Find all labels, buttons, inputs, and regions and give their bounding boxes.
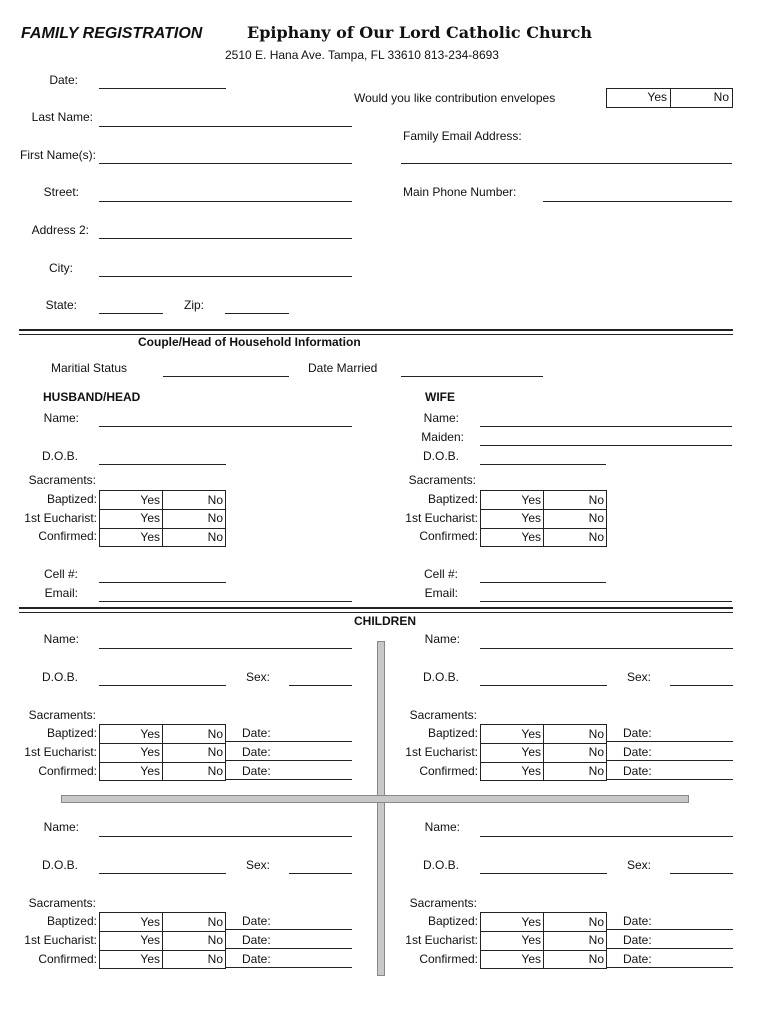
yes-cell[interactable]: Yes [140, 915, 160, 929]
no-cell[interactable]: No [588, 933, 604, 947]
no-cell[interactable]: No [207, 530, 223, 544]
child-1-sacrament-date-field[interactable] [226, 760, 352, 761]
child-3-sex-field[interactable] [289, 873, 352, 874]
no-cell[interactable]: No [588, 493, 604, 507]
child-1-sacrament-date-label: Date: [242, 764, 271, 778]
yes-cell[interactable]: Yes [140, 933, 160, 947]
wife-dob-field[interactable] [480, 464, 606, 465]
child-3-sex-label: Sex: [246, 858, 271, 872]
yes-cell[interactable]: Yes [521, 493, 541, 507]
envelopes-yes[interactable]: Yes [647, 90, 667, 104]
child-1-sex-field[interactable] [289, 685, 352, 686]
address2-field[interactable] [99, 238, 352, 239]
child-1-sacrament-date-field[interactable] [226, 741, 352, 742]
husband-dob-label: D.O.B. [41, 449, 78, 463]
child-1-sacraments-grid[interactable] [99, 724, 226, 781]
wife-email-field[interactable] [480, 601, 732, 602]
yes-cell[interactable]: Yes [521, 511, 541, 525]
marital-status-field[interactable] [163, 376, 289, 377]
yes-cell[interactable]: Yes [521, 952, 541, 966]
child-2-sacrament-date-label: Date: [623, 745, 652, 759]
child-1-sacrament-date-field[interactable] [226, 779, 352, 780]
child-4-baptized-label: Baptized: [427, 914, 478, 928]
no-cell[interactable]: No [588, 915, 604, 929]
child-2-dob-label: D.O.B. [422, 670, 459, 684]
husband-heading: HUSBAND/HEAD [43, 390, 141, 404]
husband-cell-field[interactable] [99, 582, 226, 583]
husband-confirmed-label: Confirmed: [38, 529, 97, 543]
yes-cell[interactable]: Yes [521, 915, 541, 929]
wife-baptized-label: Baptized: [427, 492, 478, 506]
no-cell[interactable]: No [207, 933, 223, 947]
child-3-sacrament-date-field[interactable] [226, 929, 352, 930]
child-4-sacrament-date-label: Date: [623, 914, 652, 928]
no-cell[interactable]: No [588, 952, 604, 966]
child-4-sacrament-date-field[interactable] [607, 948, 733, 949]
child-1-confirmed-label: Confirmed: [38, 764, 97, 778]
husband-sacraments-grid[interactable] [99, 490, 226, 547]
child-2-eucharist-label: 1st Eucharist: [405, 745, 478, 759]
wife-cell-label: Cell #: [423, 567, 458, 581]
wife-sacraments-grid[interactable] [480, 490, 607, 547]
child-1-name-label: Name: [43, 632, 79, 646]
wife-dob-label: D.O.B. [422, 449, 459, 463]
yes-cell[interactable]: Yes [521, 745, 541, 759]
wife-name-field[interactable] [480, 426, 732, 427]
no-cell[interactable]: No [207, 727, 223, 741]
children-horizontal-divider [61, 795, 689, 803]
no-cell[interactable]: No [207, 764, 223, 778]
child-3-dob-label: D.O.B. [41, 858, 78, 872]
child-3-sacrament-date-field[interactable] [226, 948, 352, 949]
wife-heading: WIFE [425, 390, 455, 404]
envelopes-no[interactable]: No [713, 90, 729, 104]
wife-maiden-field[interactable] [480, 445, 732, 446]
child-3-eucharist-label: 1st Eucharist: [24, 933, 97, 947]
child-3-dob-field[interactable] [99, 873, 226, 874]
child-2-sacrament-date-label: Date: [623, 764, 652, 778]
wife-sacraments-label: Sacraments: [408, 473, 476, 487]
child-1-eucharist-label: 1st Eucharist: [24, 745, 97, 759]
yes-cell[interactable]: Yes [140, 952, 160, 966]
envelopes-choice[interactable] [606, 88, 733, 108]
yes-cell[interactable]: Yes [521, 530, 541, 544]
child-1-name-field[interactable] [99, 648, 352, 649]
no-cell[interactable]: No [207, 511, 223, 525]
first-names-label: First Name(s): [20, 148, 96, 162]
wife-eucharist-label: 1st Eucharist: [405, 511, 478, 525]
child-2-sacrament-date-field[interactable] [607, 741, 733, 742]
child-2-confirmed-label: Confirmed: [419, 764, 478, 778]
no-cell[interactable]: No [588, 764, 604, 778]
yes-cell[interactable]: Yes [521, 764, 541, 778]
wife-confirmed-label: Confirmed: [419, 529, 478, 543]
email-field[interactable] [401, 163, 732, 164]
child-3-name-field[interactable] [99, 836, 352, 837]
child-4-name-field[interactable] [480, 836, 733, 837]
city-field[interactable] [99, 276, 352, 277]
child-4-confirmed-label: Confirmed: [419, 952, 478, 966]
child-4-sacrament-date-field[interactable] [607, 967, 733, 968]
husband-email-label: Email: [44, 586, 78, 600]
children-vertical-divider [377, 641, 385, 976]
wife-email-label: Email: [424, 586, 458, 600]
date-label: Date: [49, 73, 78, 87]
child-1-sex-label: Sex: [246, 670, 271, 684]
wife-maiden-label: Maiden: [421, 430, 464, 444]
yes-cell[interactable]: Yes [140, 764, 160, 778]
child-2-sacraments-grid[interactable] [480, 724, 607, 781]
husband-dob-field[interactable] [99, 464, 226, 465]
no-cell[interactable]: No [588, 727, 604, 741]
church-address: 2510 E. Hana Ave. Tampa, FL 33610 813-234-8693 [225, 48, 499, 62]
date-married-label: Date Married [308, 361, 378, 375]
yes-cell[interactable]: Yes [521, 727, 541, 741]
child-2-dob-field[interactable] [480, 685, 607, 686]
phone-label: Main Phone Number: [403, 185, 517, 199]
street-label: Street: [43, 185, 79, 199]
child-3-confirmed-label: Confirmed: [38, 952, 97, 966]
husband-name-field[interactable] [99, 426, 352, 427]
child-3-sacrament-date-label: Date: [242, 952, 271, 966]
yes-cell[interactable]: Yes [140, 511, 160, 525]
husband-baptized-label: Baptized: [46, 492, 97, 506]
zip-field[interactable] [225, 313, 289, 314]
child-1-dob-field[interactable] [99, 685, 226, 686]
child-3-name-label: Name: [43, 820, 79, 834]
children-divider [19, 607, 733, 613]
child-3-sacrament-date-label: Date: [242, 933, 271, 947]
child-2-sex-field[interactable] [670, 685, 733, 686]
wife-cell-field[interactable] [480, 582, 606, 583]
city-label: City: [49, 261, 73, 275]
state-field[interactable] [99, 313, 163, 314]
child-4-sacrament-date-label: Date: [623, 933, 652, 947]
child-2-sacrament-date-field[interactable] [607, 779, 733, 780]
child-4-sacraments-grid[interactable] [480, 912, 607, 969]
child-4-dob-label: D.O.B. [422, 858, 459, 872]
wife-name-label: Name: [423, 411, 459, 425]
child-2-sacrament-date-field[interactable] [607, 760, 733, 761]
section-divider [19, 329, 733, 335]
email-label: Family Email Address: [403, 129, 522, 143]
child-3-baptized-label: Baptized: [46, 914, 97, 928]
yes-cell[interactable]: Yes [140, 530, 160, 544]
child-4-sex-label: Sex: [627, 858, 652, 872]
form-title: FAMILY REGISTRATION [21, 25, 203, 42]
child-1-sacrament-date-label: Date: [242, 726, 271, 740]
address2-label: Address 2: [31, 223, 89, 237]
yes-cell[interactable]: Yes [140, 745, 160, 759]
child-2-sex-label: Sex: [627, 670, 652, 684]
child-1-sacraments-label: Sacraments: [28, 708, 96, 722]
last-name-field[interactable] [99, 126, 352, 127]
child-2-sacraments-label: Sacraments: [409, 708, 477, 722]
children-heading: CHILDREN [354, 614, 416, 628]
child-1-sacrament-date-label: Date: [242, 745, 271, 759]
last-name-label: Last Name: [31, 110, 93, 124]
child-2-sacrament-date-label: Date: [623, 726, 652, 740]
child-4-sex-field[interactable] [670, 873, 733, 874]
child-4-sacraments-label: Sacraments: [409, 896, 477, 910]
yes-cell[interactable]: Yes [140, 493, 160, 507]
envelopes-question: Would you like contribution envelopes [354, 91, 556, 105]
no-cell[interactable]: No [588, 530, 604, 544]
child-3-sacrament-date-field[interactable] [226, 967, 352, 968]
no-cell[interactable]: No [207, 952, 223, 966]
husband-name-label: Name: [43, 411, 79, 425]
marital-status-label: Maritial Status [51, 361, 128, 375]
zip-label: Zip: [184, 298, 205, 312]
child-4-sacrament-date-label: Date: [623, 952, 652, 966]
yes-cell[interactable]: Yes [521, 933, 541, 947]
date-married-field[interactable] [401, 376, 543, 377]
street-field[interactable] [99, 201, 352, 202]
no-cell[interactable]: No [207, 745, 223, 759]
child-2-name-label: Name: [424, 632, 460, 646]
child-2-baptized-label: Baptized: [427, 726, 478, 740]
child-3-sacraments-grid[interactable] [99, 912, 226, 969]
child-1-baptized-label: Baptized: [46, 726, 97, 740]
no-cell[interactable]: No [207, 493, 223, 507]
husband-email-field[interactable] [99, 601, 352, 602]
no-cell[interactable]: No [588, 511, 604, 525]
state-label: State: [45, 298, 77, 312]
husband-eucharist-label: 1st Eucharist: [24, 511, 97, 525]
first-names-field[interactable] [99, 163, 352, 164]
couple-heading: Couple/Head of Household Information [138, 335, 361, 349]
child-3-sacraments-label: Sacraments: [28, 896, 96, 910]
child-4-name-label: Name: [424, 820, 460, 834]
husband-cell-label: Cell #: [43, 567, 78, 581]
no-cell[interactable]: No [207, 915, 223, 929]
child-4-dob-field[interactable] [480, 873, 607, 874]
church-name: Epiphany of Our Lord Catholic Church [247, 23, 593, 42]
child-4-sacrament-date-field[interactable] [607, 929, 733, 930]
child-4-eucharist-label: 1st Eucharist: [405, 933, 478, 947]
husband-sacraments-label: Sacraments: [28, 473, 96, 487]
child-1-dob-label: D.O.B. [41, 670, 78, 684]
date-field[interactable] [99, 88, 226, 89]
child-3-sacrament-date-label: Date: [242, 914, 271, 928]
no-cell[interactable]: No [588, 745, 604, 759]
yes-cell[interactable]: Yes [140, 727, 160, 741]
phone-field[interactable] [543, 201, 732, 202]
child-2-name-field[interactable] [480, 648, 733, 649]
